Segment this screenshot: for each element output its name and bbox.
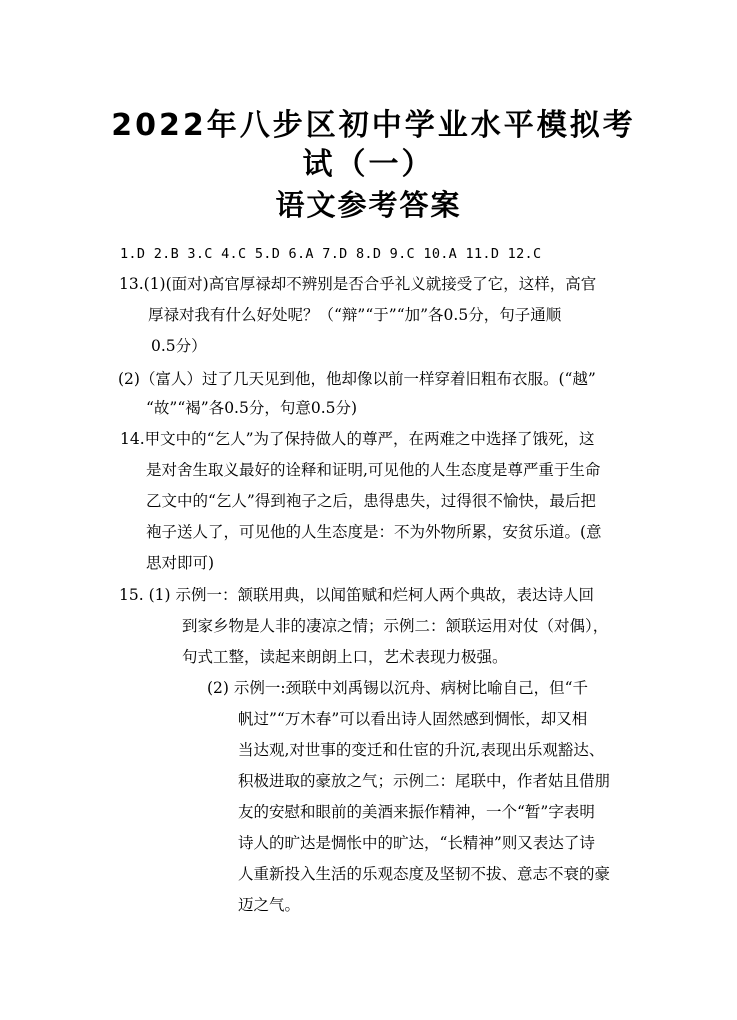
answer-key-title: 语文参考答案 — [275, 188, 462, 222]
q15-2-line-2: 帆过”“万木春”可以看出诗人固然感到惆怅，却又相 — [238, 710, 588, 728]
q14-line-2: 是对舍生取义最好的诠释和证明,可见他的人生态度是尊严重于生命 — [146, 461, 601, 479]
q15-1-line-3: 句式工整，读起来朗朗上口，艺术表现力极强。 — [182, 648, 508, 666]
multiple-choice-answers: 1.D 2.B 3.C 4.C 5.D 6.A 7.D 8.D 9.C 10.A 11.D 12.C — [120, 246, 542, 262]
q14-line-5: 思对即可) — [146, 554, 215, 572]
q15-2-line-6: 诗人的旷达是惆怅中的旷达，“长精神”则又表达了诗 — [238, 834, 595, 852]
q15-2-line-3: 当达观,对世事的变迁和仕宦的升沉,表现出乐观豁达、 — [238, 741, 605, 759]
q15-2-line-1: (2) 示例一:颈联中刘禹锡以沉舟、病树比喻自己，但“千 — [207, 679, 589, 697]
q14-line-1: 14.甲文中的“乞人”为了保持做人的尊严，在两难之中选择了饿死，这 — [120, 430, 595, 448]
q13-1-line-1: 13.(1)(面对)高官厚禄却不辨别是否合乎礼义就接受了它，这样，高官 — [119, 275, 597, 293]
q15-2-line-8: 迈之气。 — [238, 896, 301, 914]
q15-2-line-5: 友的安慰和眼前的美酒来振作精神，一个“暂”字表明 — [238, 803, 595, 821]
q13-2-line-2: “故”“褐”各0.5分，句意0.5分) — [146, 399, 358, 417]
exam-title-line-2: 试（一） — [302, 147, 435, 182]
q15-2-line-4: 积极进取的豪放之气；示例二：尾联中，作者姑且借朋 — [238, 772, 611, 790]
q15-1-line-2: 到家乡物是人非的凄凉之情；示例二：颔联运用对仗（对偶）， — [182, 617, 609, 635]
q13-2-line-1: (2)（富人）过了几天见到他，他却像以前一样穿着旧粗布衣服。(“越” — [118, 370, 596, 388]
q14-line-3: 乙文中的“乞人”得到袍子之后，患得患失，过得很不愉快，最后把 — [146, 492, 596, 510]
q15-1-line-1: 15. (1) 示例一：颔联用典，以闻笛赋和烂柯人两个典故，表达诗人回 — [119, 586, 594, 604]
q13-1-line-2: 厚禄对我有什么好处呢？（“辩”“于”“加”各0.5分，句子通顺 — [148, 306, 562, 324]
q15-2-line-7: 人重新投入生活的乐观态度及坚韧不拔、意志不衰的豪 — [238, 865, 611, 883]
q14-line-4: 袍子送人了，可见他的人生态度是：不为外物所累，安贫乐道。(意 — [146, 523, 602, 541]
exam-title-line-1: 2022年八步区初中学业水平模拟考 — [111, 108, 636, 143]
q13-1-line-3: 0.5分） — [151, 337, 207, 355]
